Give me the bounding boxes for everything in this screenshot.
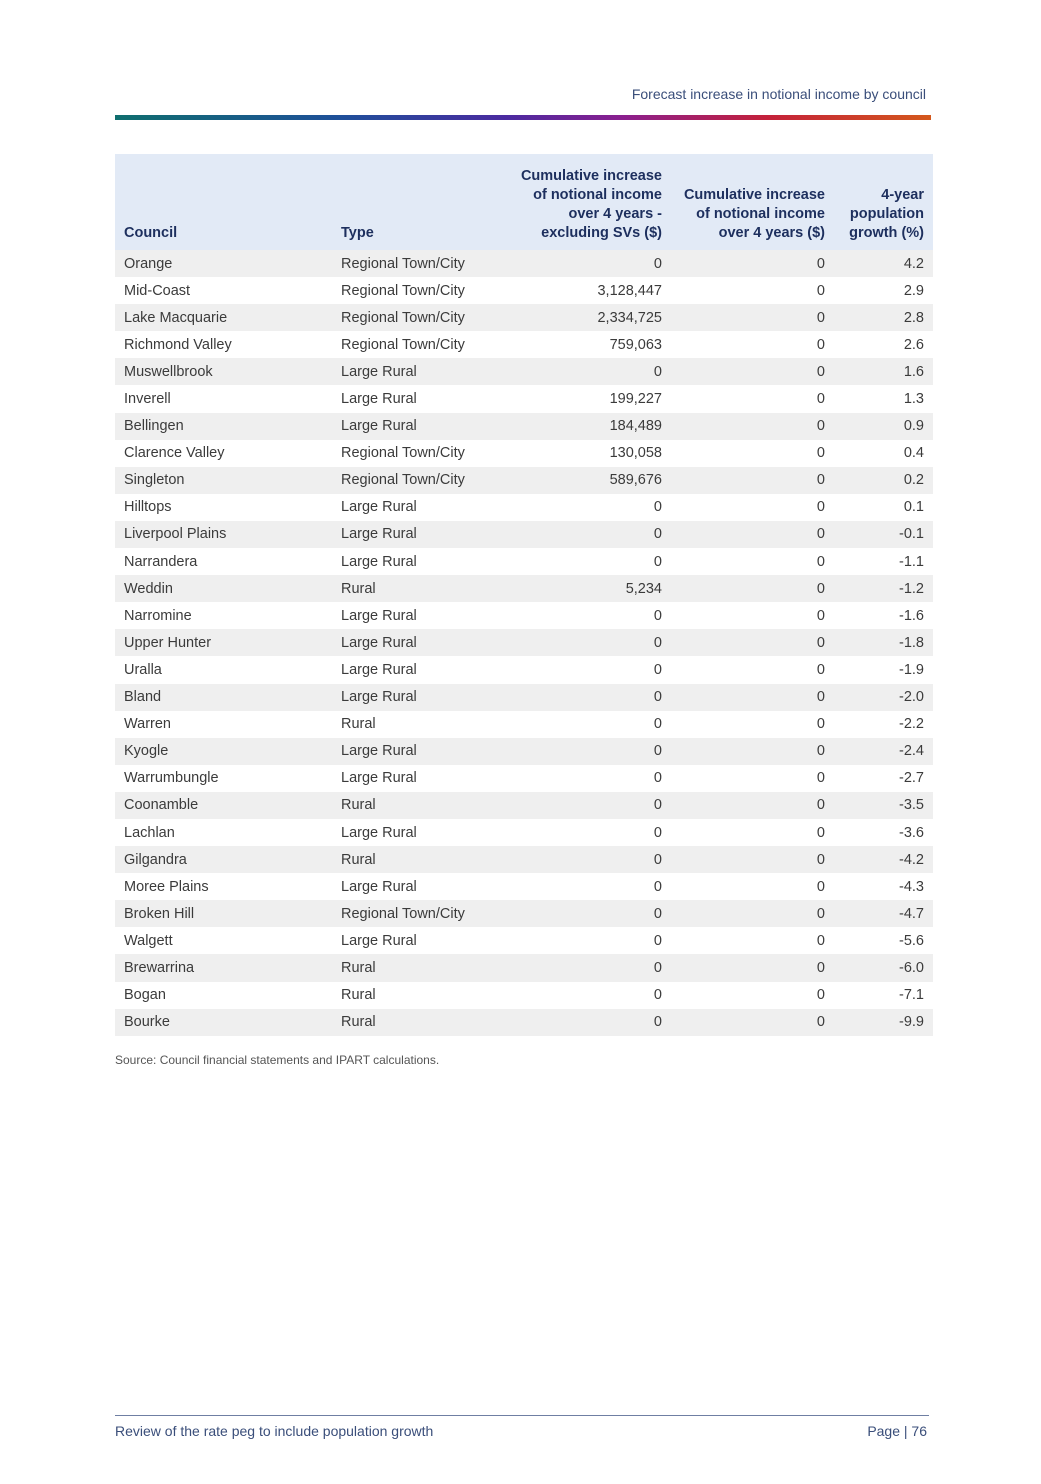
cell-council: Bourke <box>115 1009 332 1036</box>
table-row <box>115 1009 933 1036</box>
table-row <box>115 358 933 385</box>
cell-excl-sv: 184,489 <box>503 413 671 440</box>
cell-cumulative: 0 <box>671 385 834 412</box>
table-row <box>115 385 933 412</box>
cell-population-growth: 0.1 <box>834 494 933 521</box>
cell-type: Large Rural <box>332 927 503 954</box>
table-row <box>115 873 933 900</box>
cell-population-growth: -2.4 <box>834 738 933 765</box>
cell-cumulative: 0 <box>671 684 834 711</box>
cell-type: Large Rural <box>332 494 503 521</box>
cell-excl-sv: 0 <box>503 494 671 521</box>
cell-population-growth: -0.1 <box>834 521 933 548</box>
cell-excl-sv: 0 <box>503 982 671 1009</box>
cell-council: Richmond Valley <box>115 331 332 358</box>
table-row <box>115 494 933 521</box>
cell-type: Rural <box>332 1009 503 1036</box>
cell-excl-sv: 0 <box>503 954 671 981</box>
cell-council: Weddin <box>115 575 332 602</box>
cell-population-growth: 4.2 <box>834 250 933 277</box>
cell-council: Inverell <box>115 385 332 412</box>
cell-excl-sv: 0 <box>503 900 671 927</box>
cell-population-growth: -2.0 <box>834 684 933 711</box>
cell-type: Rural <box>332 711 503 738</box>
cell-population-growth: 0.2 <box>834 467 933 494</box>
cell-council: Bland <box>115 684 332 711</box>
table-row <box>115 982 933 1009</box>
table-row <box>115 656 933 683</box>
cell-excl-sv: 0 <box>503 602 671 629</box>
cell-council: Narromine <box>115 602 332 629</box>
cell-cumulative: 0 <box>671 819 834 846</box>
footer-rule <box>115 1415 929 1416</box>
cell-cumulative: 0 <box>671 413 834 440</box>
header-gradient-rule <box>115 115 931 120</box>
cell-type: Large Rural <box>332 413 503 440</box>
cell-population-growth: -3.6 <box>834 819 933 846</box>
cell-council: Orange <box>115 250 332 277</box>
cell-population-growth: 2.6 <box>834 331 933 358</box>
cell-type: Rural <box>332 792 503 819</box>
cell-cumulative: 0 <box>671 304 834 331</box>
column-header-population-growth: 4-year population growth (%) <box>834 154 933 250</box>
table-row <box>115 765 933 792</box>
table-row <box>115 440 933 467</box>
cell-council: Liverpool Plains <box>115 521 332 548</box>
table-row <box>115 467 933 494</box>
cell-cumulative: 0 <box>671 738 834 765</box>
cell-population-growth: -4.7 <box>834 900 933 927</box>
cell-excl-sv: 0 <box>503 819 671 846</box>
cell-cumulative: 0 <box>671 331 834 358</box>
column-header-type: Type <box>332 154 503 250</box>
cell-type: Large Rural <box>332 602 503 629</box>
cell-council: Bellingen <box>115 413 332 440</box>
footer-document-title: Review of the rate peg to include population growth <box>115 1423 434 1439</box>
cell-cumulative: 0 <box>671 629 834 656</box>
cell-population-growth: -4.2 <box>834 846 933 873</box>
column-header-council: Council <box>115 154 332 250</box>
cell-population-growth: -1.8 <box>834 629 933 656</box>
cell-excl-sv: 0 <box>503 738 671 765</box>
table-row <box>115 954 933 981</box>
table-row <box>115 711 933 738</box>
cell-council: Lake Macquarie <box>115 304 332 331</box>
source-note: Source: Council financial statements and IPART calculations. <box>115 1053 440 1067</box>
table-row <box>115 684 933 711</box>
cell-type: Rural <box>332 846 503 873</box>
table-row <box>115 250 933 277</box>
cell-population-growth: -1.6 <box>834 602 933 629</box>
table-row <box>115 738 933 765</box>
cell-population-growth: -3.5 <box>834 792 933 819</box>
cell-council: Brewarrina <box>115 954 332 981</box>
cell-type: Rural <box>332 982 503 1009</box>
table-row <box>115 927 933 954</box>
cell-excl-sv: 2,334,725 <box>503 304 671 331</box>
cell-type: Rural <box>332 575 503 602</box>
cell-type: Large Rural <box>332 765 503 792</box>
cell-cumulative: 0 <box>671 711 834 738</box>
cell-excl-sv: 0 <box>503 521 671 548</box>
cell-cumulative: 0 <box>671 873 834 900</box>
cell-council: Warren <box>115 711 332 738</box>
cell-excl-sv: 759,063 <box>503 331 671 358</box>
cell-population-growth: -7.1 <box>834 982 933 1009</box>
cell-excl-sv: 3,128,447 <box>503 277 671 304</box>
cell-council: Muswellbrook <box>115 358 332 385</box>
footer-page-number: Page | 76 <box>867 1423 927 1439</box>
cell-type: Large Rural <box>332 656 503 683</box>
cell-excl-sv: 0 <box>503 765 671 792</box>
cell-cumulative: 0 <box>671 494 834 521</box>
table-row <box>115 521 933 548</box>
running-header: Forecast increase in notional income by council <box>631 86 926 102</box>
cell-population-growth: -2.2 <box>834 711 933 738</box>
cell-excl-sv: 0 <box>503 548 671 575</box>
cell-excl-sv: 0 <box>503 629 671 656</box>
cell-council: Walgett <box>115 927 332 954</box>
cell-type: Rural <box>332 954 503 981</box>
table-header <box>115 154 933 250</box>
cell-council: Singleton <box>115 467 332 494</box>
cell-excl-sv: 0 <box>503 656 671 683</box>
cell-type: Large Rural <box>332 819 503 846</box>
cell-council: Clarence Valley <box>115 440 332 467</box>
cell-type: Large Rural <box>332 684 503 711</box>
cell-population-growth: 1.3 <box>834 385 933 412</box>
cell-type: Large Rural <box>332 385 503 412</box>
cell-population-growth: -1.2 <box>834 575 933 602</box>
cell-council: Warrumbungle <box>115 765 332 792</box>
cell-council: Kyogle <box>115 738 332 765</box>
cell-excl-sv: 0 <box>503 873 671 900</box>
table-row <box>115 792 933 819</box>
notional-income-table <box>115 154 933 1036</box>
table-row <box>115 575 933 602</box>
cell-excl-sv: 5,234 <box>503 575 671 602</box>
cell-cumulative: 0 <box>671 440 834 467</box>
cell-excl-sv: 0 <box>503 792 671 819</box>
cell-type: Large Rural <box>332 548 503 575</box>
cell-excl-sv: 0 <box>503 684 671 711</box>
cell-population-growth: 0.4 <box>834 440 933 467</box>
cell-population-growth: 2.8 <box>834 304 933 331</box>
column-header-excl-sv: Cumulative increase of notional income over 4 years - excluding SVs ($) <box>503 154 671 250</box>
cell-population-growth: -2.7 <box>834 765 933 792</box>
cell-council: Coonamble <box>115 792 332 819</box>
cell-council: Upper Hunter <box>115 629 332 656</box>
cell-type: Large Rural <box>332 629 503 656</box>
cell-population-growth: -4.3 <box>834 873 933 900</box>
table-row <box>115 819 933 846</box>
cell-excl-sv: 589,676 <box>503 467 671 494</box>
cell-type: Regional Town/City <box>332 277 503 304</box>
cell-population-growth: -9.9 <box>834 1009 933 1036</box>
cell-cumulative: 0 <box>671 358 834 385</box>
table-row <box>115 602 933 629</box>
table-row <box>115 413 933 440</box>
cell-type: Regional Town/City <box>332 467 503 494</box>
cell-population-growth: 0.9 <box>834 413 933 440</box>
cell-excl-sv: 130,058 <box>503 440 671 467</box>
cell-population-growth: 2.9 <box>834 277 933 304</box>
cell-cumulative: 0 <box>671 927 834 954</box>
cell-excl-sv: 0 <box>503 358 671 385</box>
table-row <box>115 900 933 927</box>
cell-cumulative: 0 <box>671 467 834 494</box>
cell-excl-sv: 0 <box>503 846 671 873</box>
cell-type: Regional Town/City <box>332 331 503 358</box>
cell-population-growth: -1.9 <box>834 656 933 683</box>
table-row <box>115 548 933 575</box>
cell-population-growth: -1.1 <box>834 548 933 575</box>
cell-population-growth: 1.6 <box>834 358 933 385</box>
cell-cumulative: 0 <box>671 954 834 981</box>
cell-cumulative: 0 <box>671 277 834 304</box>
cell-cumulative: 0 <box>671 656 834 683</box>
cell-cumulative: 0 <box>671 250 834 277</box>
cell-excl-sv: 0 <box>503 711 671 738</box>
cell-council: Hilltops <box>115 494 332 521</box>
cell-cumulative: 0 <box>671 1009 834 1036</box>
cell-cumulative: 0 <box>671 900 834 927</box>
cell-type: Large Rural <box>332 738 503 765</box>
table-row <box>115 629 933 656</box>
cell-cumulative: 0 <box>671 548 834 575</box>
cell-council: Moree Plains <box>115 873 332 900</box>
table-row <box>115 304 933 331</box>
table-row <box>115 277 933 304</box>
cell-population-growth: -6.0 <box>834 954 933 981</box>
cell-cumulative: 0 <box>671 846 834 873</box>
cell-council: Lachlan <box>115 819 332 846</box>
table-body <box>115 250 933 1036</box>
cell-cumulative: 0 <box>671 521 834 548</box>
cell-population-growth: -5.6 <box>834 927 933 954</box>
cell-council: Uralla <box>115 656 332 683</box>
cell-type: Regional Town/City <box>332 304 503 331</box>
cell-cumulative: 0 <box>671 792 834 819</box>
cell-type: Regional Town/City <box>332 440 503 467</box>
column-header-cumulative: Cumulative increase of notional income over 4 years ($) <box>671 154 834 250</box>
cell-excl-sv: 199,227 <box>503 385 671 412</box>
cell-cumulative: 0 <box>671 575 834 602</box>
cell-council: Narrandera <box>115 548 332 575</box>
table-row <box>115 331 933 358</box>
cell-type: Regional Town/City <box>332 250 503 277</box>
cell-council: Gilgandra <box>115 846 332 873</box>
cell-type: Large Rural <box>332 873 503 900</box>
table-row <box>115 846 933 873</box>
cell-type: Large Rural <box>332 358 503 385</box>
cell-excl-sv: 0 <box>503 927 671 954</box>
cell-council: Bogan <box>115 982 332 1009</box>
cell-excl-sv: 0 <box>503 1009 671 1036</box>
cell-excl-sv: 0 <box>503 250 671 277</box>
cell-cumulative: 0 <box>671 765 834 792</box>
cell-type: Regional Town/City <box>332 900 503 927</box>
cell-type: Large Rural <box>332 521 503 548</box>
cell-council: Broken Hill <box>115 900 332 927</box>
header-row <box>115 154 933 250</box>
cell-council: Mid-Coast <box>115 277 332 304</box>
cell-cumulative: 0 <box>671 602 834 629</box>
cell-cumulative: 0 <box>671 982 834 1009</box>
